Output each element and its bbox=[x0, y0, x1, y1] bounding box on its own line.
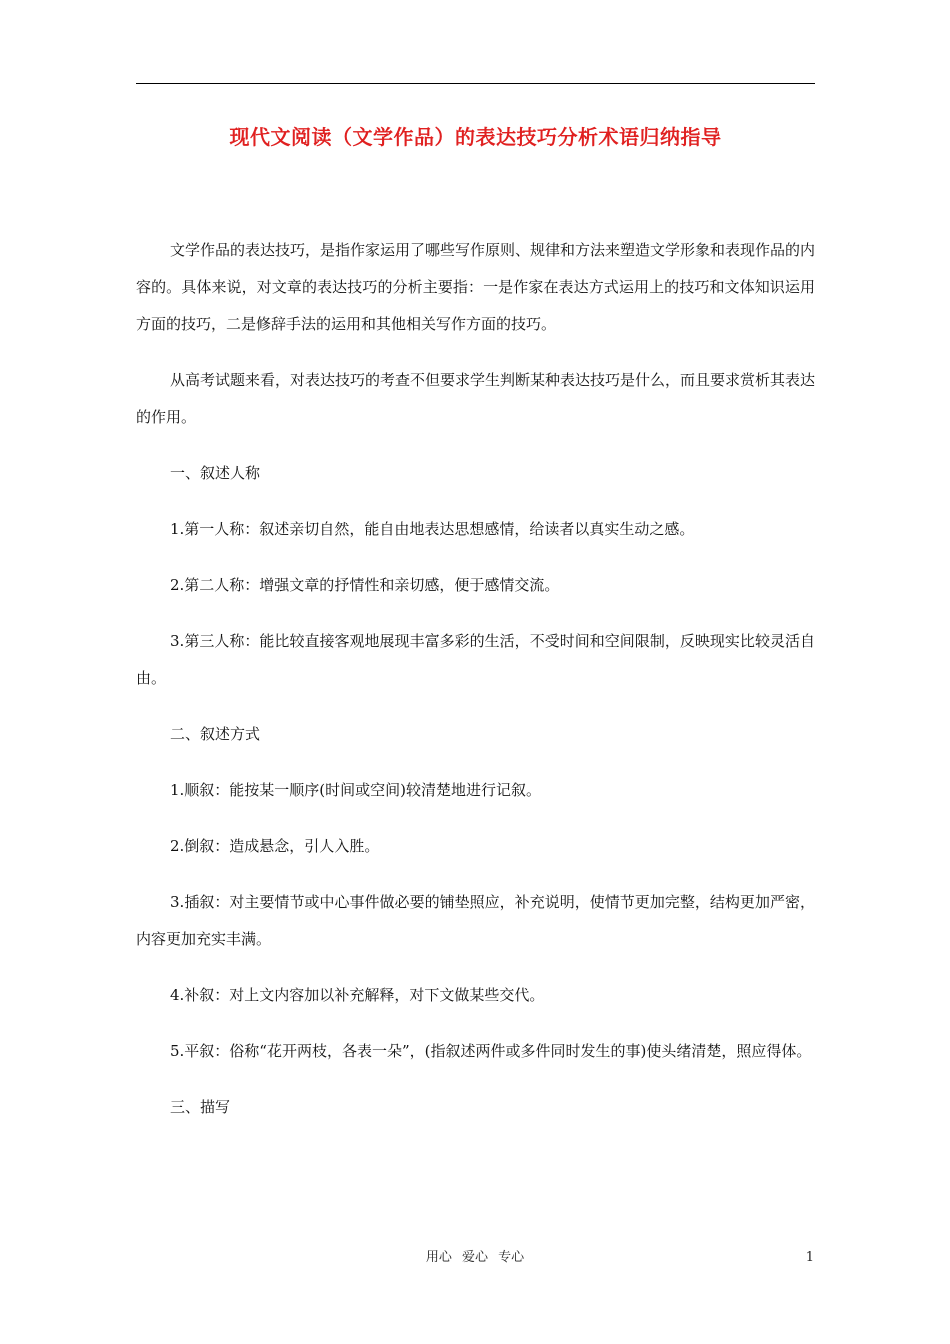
paragraph-flashback: 2.倒叙：造成悬念，引人入胜。 bbox=[170, 837, 380, 855]
page-number: 1 bbox=[805, 1250, 814, 1265]
document-body bbox=[136, 232, 815, 1145]
paragraph-second-person: 2.第二人称：增强文章的抒情性和亲切感，便于感情交流。 bbox=[170, 576, 560, 594]
paragraph-parallel: 5.平叙：俗称“花开两枝，各表一朵”，(指叙述两件或多件同时发生的事)使头绪清楚，照应得体。 bbox=[170, 1042, 812, 1060]
paragraph-exam-note: 从高考试题来看，对表达技巧的考查不但要求学生判断某种表达技巧是什么，而且要求赏析其表达的作用。 bbox=[136, 371, 816, 426]
paragraph-intro: 文学作品的表达技巧，是指作家运用了哪些写作原则、规律和方法来塑造文学形象和表现作品的内容的。具体来说，对文章的表达技巧的分析主要指：一是作家在表达方式运用上的技巧和文体知识运用方面的技巧，二是修辞手法的运用和其他相关写作方面的技巧。 bbox=[136, 241, 816, 333]
paragraph-interpolation: 3.插叙：对主要情节或中心事件做必要的铺垫照应，补充说明，使情节更加完整，结构更加严密，内容更加充实丰满。 bbox=[136, 893, 815, 948]
section-heading-narrative-person: 一、叙述人称 bbox=[170, 464, 261, 482]
section-heading-description: 三、描写 bbox=[170, 1098, 231, 1116]
paragraph-third-person: 3.第三人称：能比较直接客观地展现丰富多彩的生活，不受时间和空间限制，反映现实比较灵活自由。 bbox=[136, 632, 815, 687]
paragraph-supplementary: 4.补叙：对上文内容加以补充解释，对下文做某些交代。 bbox=[170, 986, 545, 1004]
document-title: 现代文阅读（文学作品）的表达技巧分析术语归纳指导 bbox=[229, 125, 722, 149]
header-rule bbox=[136, 83, 815, 84]
paragraph-chronological: 1.顺叙：能按某一顺序(时间或空间)较清楚地进行记叙。 bbox=[170, 781, 542, 799]
section-heading-narrative-mode: 二、叙述方式 bbox=[170, 725, 261, 743]
footer-motto: 用心 爱心 专心 bbox=[425, 1250, 525, 1265]
paragraph-first-person: 1.第一人称：叙述亲切自然，能自由地表达思想感情，给读者以真实生动之感。 bbox=[170, 520, 695, 538]
